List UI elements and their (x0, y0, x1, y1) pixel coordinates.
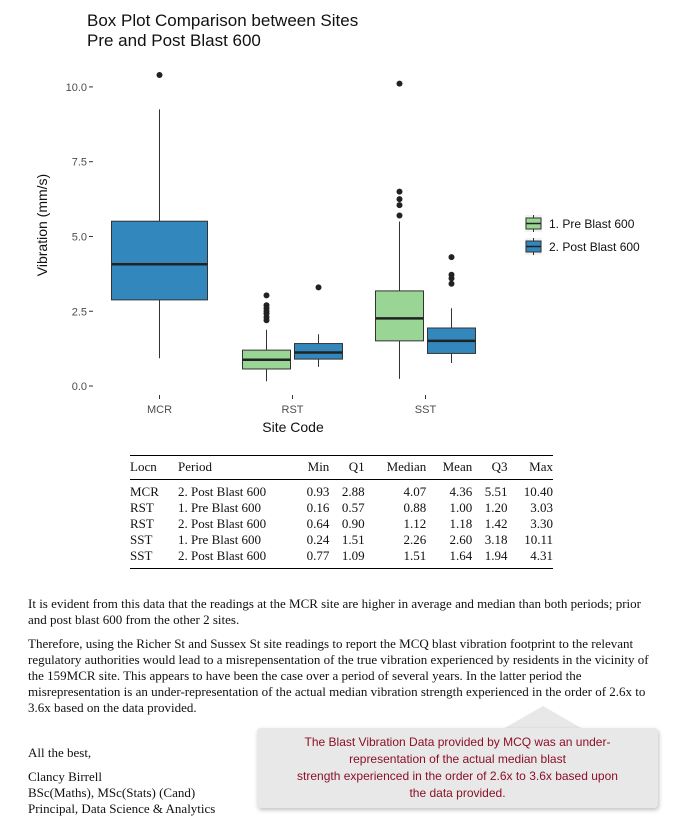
table-cell: 2. Post Blast 600 (178, 548, 294, 569)
x-axis-label: Site Code (262, 419, 324, 435)
table-cell: 1. Pre Blast 600 (178, 500, 262, 515)
table-cell: 1.51 (341, 532, 365, 547)
table-cell: 1. Pre Blast 600 (178, 532, 262, 547)
table-cell: 10.11 (524, 532, 553, 547)
table-row (130, 548, 553, 569)
summary-stats-table (130, 455, 553, 569)
callout-line-2: representation of the actual median blast (349, 752, 566, 766)
table-cell: 0.93 (306, 484, 330, 499)
table-cell: 1.12 (403, 516, 427, 531)
table-cell: 1.18 (449, 516, 473, 531)
table-header-row (130, 456, 553, 480)
table-cell: 0.90 (341, 516, 365, 531)
column-header: Max (508, 456, 553, 480)
table-row (130, 480, 553, 501)
closing-line: All the best, (28, 745, 92, 760)
table-cell: 0.24 (306, 532, 330, 547)
table-cell: 1.94 (472, 548, 507, 569)
outlier-point (397, 202, 403, 208)
x-tick-label: SST (414, 404, 437, 416)
table-body (130, 480, 553, 569)
table-cell: 1.42 (484, 516, 508, 531)
table-row (130, 532, 553, 548)
table-cell: 1.09 (329, 548, 364, 569)
table-cell: 2. Post Blast 600 (178, 516, 267, 531)
table-cell: 2.60 (449, 532, 473, 547)
table-cell: 5.51 (484, 484, 508, 499)
table-cell: SST (130, 548, 178, 569)
table-cell: RST (130, 500, 154, 515)
table-cell: 2.26 (403, 532, 427, 547)
table-cell: 3.30 (530, 516, 553, 531)
y-tick-label: 0.0 (71, 381, 87, 394)
table-cell: 0.77 (294, 548, 329, 569)
y-axis-label: Vibration (mm/s) (34, 173, 50, 277)
table-cell: 2. Post Blast 600 (178, 484, 267, 499)
box-iqr (112, 221, 208, 300)
y-tick-label: 10.0 (65, 81, 87, 94)
table-cell: 3.18 (484, 532, 508, 547)
outlier-point (397, 81, 403, 87)
signature-qualifications: BSc(Maths), MSc(Stats) (Cand) (28, 785, 196, 800)
table-cell: 0.57 (341, 500, 365, 515)
column-header: Min (294, 456, 329, 480)
box-mcr-post (112, 72, 208, 358)
callout-line-1: The Blast Vibration Data provided by MCQ was an under- (304, 735, 611, 749)
table-cell: RST (130, 516, 154, 531)
table-cell: 3.03 (530, 500, 553, 515)
box-rst-post (295, 284, 343, 367)
table-row (130, 500, 553, 516)
outlier-point (449, 281, 455, 287)
outlier-point (316, 284, 322, 290)
chart-title-line-1: Box Plot Comparison between Sites (87, 11, 359, 30)
box-sst-pre (376, 81, 424, 379)
outlier-point (264, 302, 270, 308)
table-cell: MCR (130, 484, 159, 499)
outlier-point (264, 292, 270, 298)
x-tick-label: MCR (146, 404, 173, 416)
legend-label: 2. Post Blast 600 (549, 240, 640, 254)
column-header: Q1 (329, 456, 364, 480)
legend (525, 215, 640, 255)
column-header: Locn (130, 456, 178, 480)
callout-line-4: the data provided. (409, 786, 506, 800)
table-cell: 0.88 (403, 500, 427, 515)
column-header: Q3 (472, 456, 507, 480)
outlier-point (397, 196, 403, 202)
x-tick-label: RST (281, 404, 304, 416)
table-row (130, 516, 553, 532)
outlier-point (157, 72, 163, 78)
table-cell: 0.16 (306, 500, 330, 515)
column-header: Mean (426, 456, 472, 480)
box-iqr (376, 291, 424, 341)
outlier-point (397, 213, 403, 219)
table-cell: 1.64 (426, 548, 472, 569)
callout-line-3: strength experienced in the order of 2.6x to 3.6x based upon (297, 769, 618, 783)
callout-pointer (503, 706, 583, 729)
table-cell: 10.40 (523, 484, 553, 499)
table-cell: 4.07 (403, 484, 427, 499)
table-cell: 2.88 (341, 484, 365, 499)
y-tick-label: 2.5 (71, 306, 87, 319)
table-cell: 4.31 (508, 548, 553, 569)
y-tick-label: 7.5 (71, 156, 87, 169)
signature-block (28, 745, 215, 817)
box-sst-post (428, 254, 476, 363)
legend-label: 1. Pre Blast 600 (549, 217, 635, 231)
y-tick-label: 5.0 (71, 231, 87, 244)
box-rst-pre (243, 292, 291, 381)
outlier-point (397, 189, 403, 195)
chart-title-line-2: Pre and Post Blast 600 (87, 31, 261, 50)
paragraph-2: Therefore, using the Richer St and Sussex St site readings to report the MCQ blast vibration footprint to the relevant regulatory authorities would lead to a misrepensentation of the true vibration experienced by residents in the vicinity of the 159MCR site. This appears to have been the case over a period of several years. In the latter period the misrepresentation is an under-representation of the actual median vibration strength experienced in the order of 2.6x to 3.6x based on the data provided. (28, 636, 649, 715)
signature-name: Clancy Birrell (28, 769, 103, 784)
table-cell: 1.20 (484, 500, 508, 515)
table-cell: 0.64 (306, 516, 330, 531)
signature-role: Principal, Data Science & Analytics (28, 801, 216, 816)
callout-box (257, 728, 658, 808)
table-cell: 4.36 (449, 484, 473, 499)
table-cell: SST (130, 532, 153, 547)
table-cell: 1.00 (449, 500, 473, 515)
column-header: Period (178, 456, 294, 480)
box-series (112, 72, 476, 381)
outlier-point (449, 254, 455, 260)
table-cell: 1.51 (365, 548, 427, 569)
paragraph-1: It is evident from this data that the readings at the MCR site are higher in average and median than both periods; prior and post blast 600 from the other 2 sites. (28, 596, 641, 627)
column-header: Median (365, 456, 427, 480)
outlier-point (449, 272, 455, 278)
